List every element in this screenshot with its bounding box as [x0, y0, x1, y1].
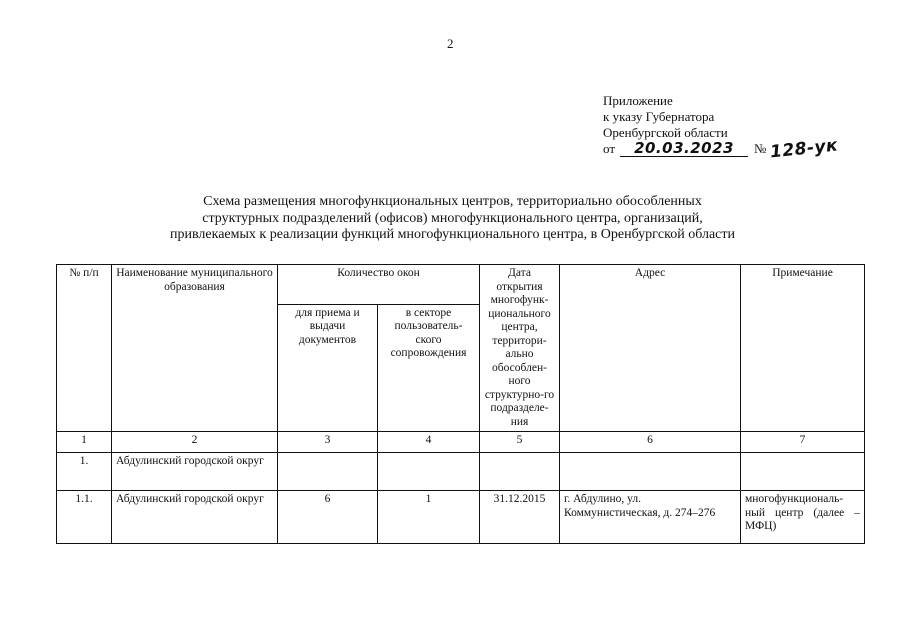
appendix-date-line [603, 135, 840, 163]
appendix-block [603, 93, 840, 163]
column-index: 1 [57, 432, 112, 453]
cell-num: 1.1. [57, 491, 112, 544]
header-num: № п/п [57, 265, 112, 432]
cell-num: 1. [57, 453, 112, 491]
decree-date: 20.03.2023 [634, 139, 734, 157]
cell-name: Абдулинский городской округ [112, 491, 278, 544]
header-win-docs: для приема и выдачи документов [278, 304, 378, 431]
column-index: 5 [480, 432, 560, 453]
cell-address [560, 453, 741, 491]
header-name: Наименование муниципального образования [112, 265, 278, 432]
decree-number: 128-ук [769, 135, 840, 163]
header-address: Адрес [560, 265, 741, 432]
mfc-table [56, 264, 865, 544]
cell-date [480, 453, 560, 491]
header-date: Дата открытия многофунк-ционального центра, территори-ально обособлен-ного структурно-го подразделе-ния [480, 265, 560, 432]
cell-date: 31.12.2015 [480, 491, 560, 544]
document-title [100, 194, 805, 244]
table-row [57, 491, 865, 544]
cell-win-docs: 6 [278, 491, 378, 544]
cell-win-docs [278, 453, 378, 491]
from-label: от [603, 141, 616, 156]
column-index: 6 [560, 432, 741, 453]
cell-note: многофункциональ-ный центр (далее – МФЦ) [741, 491, 865, 544]
page-number: 2 [447, 36, 454, 51]
decree-date-field [620, 141, 748, 157]
appendix-line-1: Приложение [603, 93, 673, 108]
table-row [57, 453, 865, 491]
column-index: 7 [741, 432, 865, 453]
header-row-1 [57, 265, 865, 305]
cell-address: г. Абдулино, ул. Коммунистическая, д. 274–276 [560, 491, 741, 544]
column-index: 2 [112, 432, 278, 453]
title-line-3: привлекаемых к реализации функций многофункционального центра, в Оренбургской области [170, 227, 735, 242]
cell-win-user [378, 453, 480, 491]
number-label: № [754, 141, 767, 156]
column-index-row [57, 432, 865, 453]
decree-number-field [769, 135, 840, 163]
column-index: 4 [378, 432, 480, 453]
appendix-line-2: к указу Губернатора [603, 109, 715, 124]
cell-name: Абдулинский городской округ [112, 453, 278, 491]
header-note: Примечание [741, 265, 865, 432]
appendix-line-3: Оренбургской области [603, 125, 728, 140]
header-windows: Количество окон [278, 265, 480, 305]
cell-win-user: 1 [378, 491, 480, 544]
header-win-user: в секторе пользователь-ского сопровождения [378, 304, 480, 431]
title-line-1: Схема размещения многофункциональных центров, территориально обособленных [203, 194, 702, 209]
column-index: 3 [278, 432, 378, 453]
cell-note [741, 453, 865, 491]
title-line-2: структурных подразделений (офисов) многофункционального центра, организаций, [202, 210, 703, 226]
